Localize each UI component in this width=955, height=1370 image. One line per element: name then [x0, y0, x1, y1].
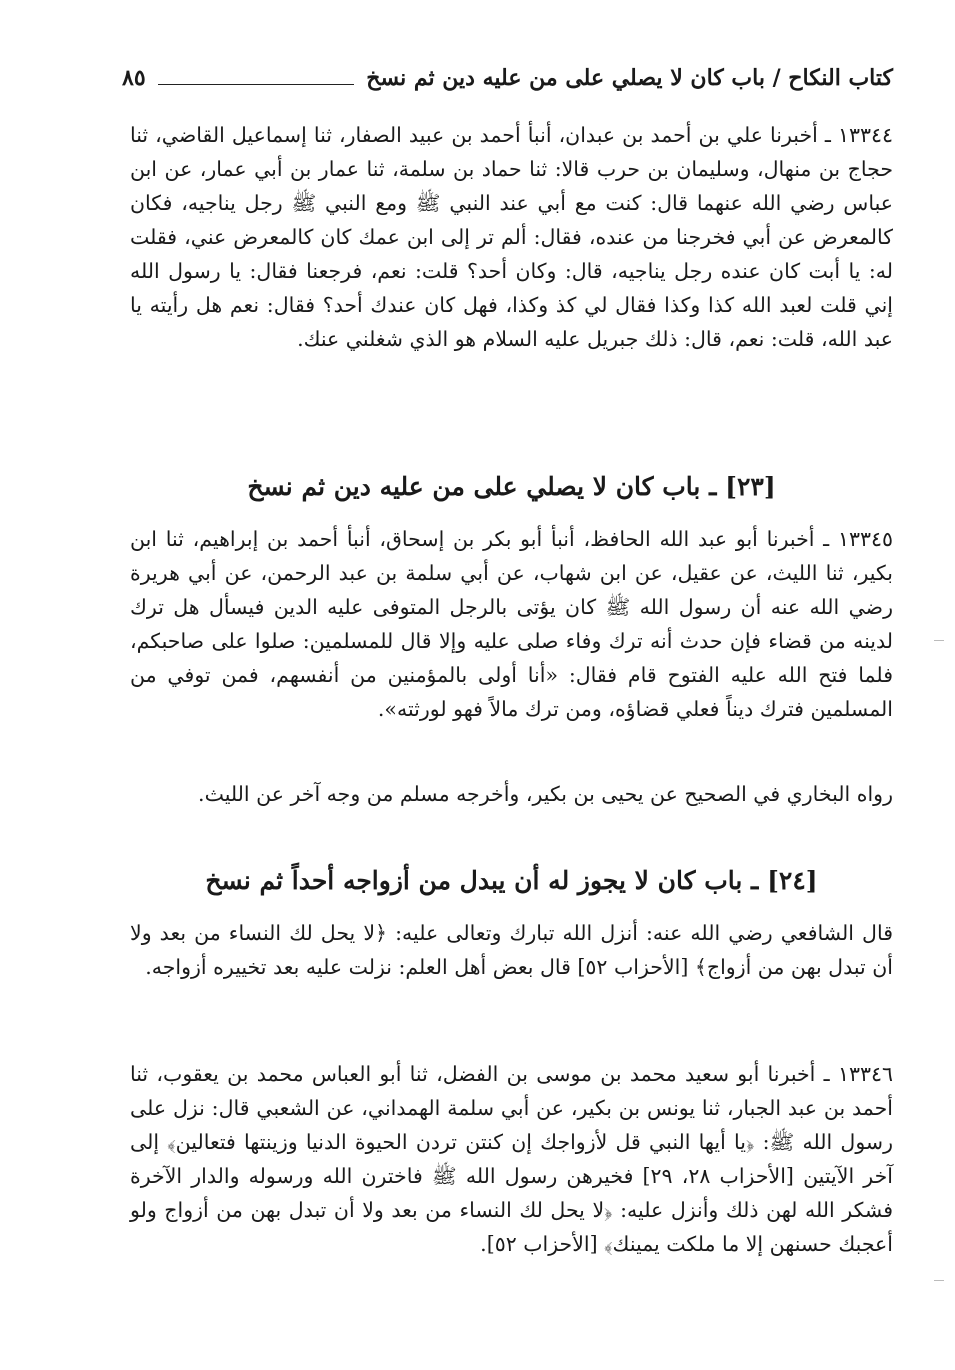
hadith-13344: ١٣٣٤٤ ـ أخبرنا علي بن أحمد بن عبدان، أنبأ أحمد بن عبيد الصفار، ثنا إسماعيل القاضي، ثنا حجاج بن منهال، وسليمان بن حرب قالا: ثنا حماد بن سلمة، ثنا عمار بن أبي عمار، عن ابن عباس رضي الله عنهما قال: كنت مع أبي عند النبي ﷺ ومع النبي ﷺ رجل يناجيه، فكان كالمعرض عن أبي فخرجنا من عنده، فقال: ألم تر إلى ابن عمك كان كالمعرض عني، فقلت له: يا أبت كان عنده رجل يناجيه، قال: وكان أحد؟ قلت: نعم، فرجعنا فقال: يا رسول الله إني قلت لعبد الله كذا وكذا فقال لي كذ وكذا، فهل كان عندك أحد؟ فقال: نعم هل رأيته يا عبد الله، قلت: نعم، قال: ذلك جبريل عليه السلام هو الذي شغلني عنك. [130, 123, 894, 351]
shafii-quote-block [130, 916, 893, 984]
header-rule [158, 84, 355, 85]
hadith-13345: ١٣٣٤٥ ـ أخبرنا أبو عبد الله الحافظ، أنبأ أبو بكر بن إسحاق، أنبأ أحمد بن إبراهيم، ثنا ابن بكير، ثنا الليث، عن عقيل، عن ابن شهاب، عن أبي سلمة بن عبد الرحمن، عن أبي هريرة رضي الله عنه أن رسول الله ﷺ كان يؤتى بالرجل المتوفى عليه الدين فيسأل هل ترك لدينه من قضاء فإن حدث أنه ترك وفاء صلى عليه وإلا قال للمسلمين: صلوا على صاحبكم، فلما فتح الله عليه الفتوح قام فقال: «أنا أولى بالمؤمنين من أنفسهم، فمن توفي من المسلمين فترك ديناً فعلي قضاؤه، ومن ترك مالاً فهو لورثته». [130, 527, 893, 721]
running-title: كتاب النكاح / باب كان لا يصلي على من عليه دين ثم نسخ [366, 65, 893, 91]
margin-mark-bottom [934, 1280, 944, 1281]
shafii-quote: قال الشافعي رضي الله عنه: أنزل الله تبارك وتعالى عليه: ﴿لا يحل لك النساء من بعد ولا أن تبدل بهن من أزواج﴾ [الأحزاب ٥٢] قال بعض أهل العلم: نزلت عليه بعد تخييره أزواجه. [130, 921, 893, 979]
hadith-13345-block [130, 522, 893, 726]
page-header [122, 58, 893, 98]
takhrij-13345: رواه البخاري في الصحيح عن يحيى بن بكير، وأخرجه مسلم من وجه آخر عن الليث. [198, 782, 893, 806]
margin-mark-top [934, 640, 944, 641]
hadith-13346: ١٣٣٤٦ ـ أخبرنا أبو سعيد محمد بن موسى بن الفضل، ثنا أبو العباس محمد بن يعقوب، ثنا أحمد بن عبد الجبار، ثنا يونس بن بكير، عن أبي سلمة الهمداني، عن الشعبي قال: نزل على رسول الله ﷺ: ﴿يا أيها النبي قل لأزواجك إن كنتن تردن الحيوة الدنيا وزينتها فتعالين﴾ إلى آخر الآيتين [الأحزاب ٢٨، ٢٩] فخيرهن رسول الله ﷺ فاخترن الله ورسوله والدار الآخرة فشكر الله لهن ذلك وأنزل عليه: ﴿لا يحل لك النساء من بعد ولا أن تبدل بهن من أزواج ولو أعجبك حسنهن إلا ما ملكت يمينك﴾ [الأحزاب ٥٢]. [130, 1062, 893, 1256]
section-heading-24: [٢٤] ـ باب كان لا يجوز له أن يبدل من أزواجه أحداً ثم نسخ [205, 866, 818, 895]
takhrij-13345-block [130, 777, 893, 811]
hadith-13344-block [130, 118, 893, 356]
section-heading-23: [٢٣] ـ باب كان لا يصلي على من عليه دين ثم نسخ [247, 472, 776, 501]
page-number: ٨٥ [122, 65, 146, 91]
hadith-13346-block [130, 1057, 893, 1261]
